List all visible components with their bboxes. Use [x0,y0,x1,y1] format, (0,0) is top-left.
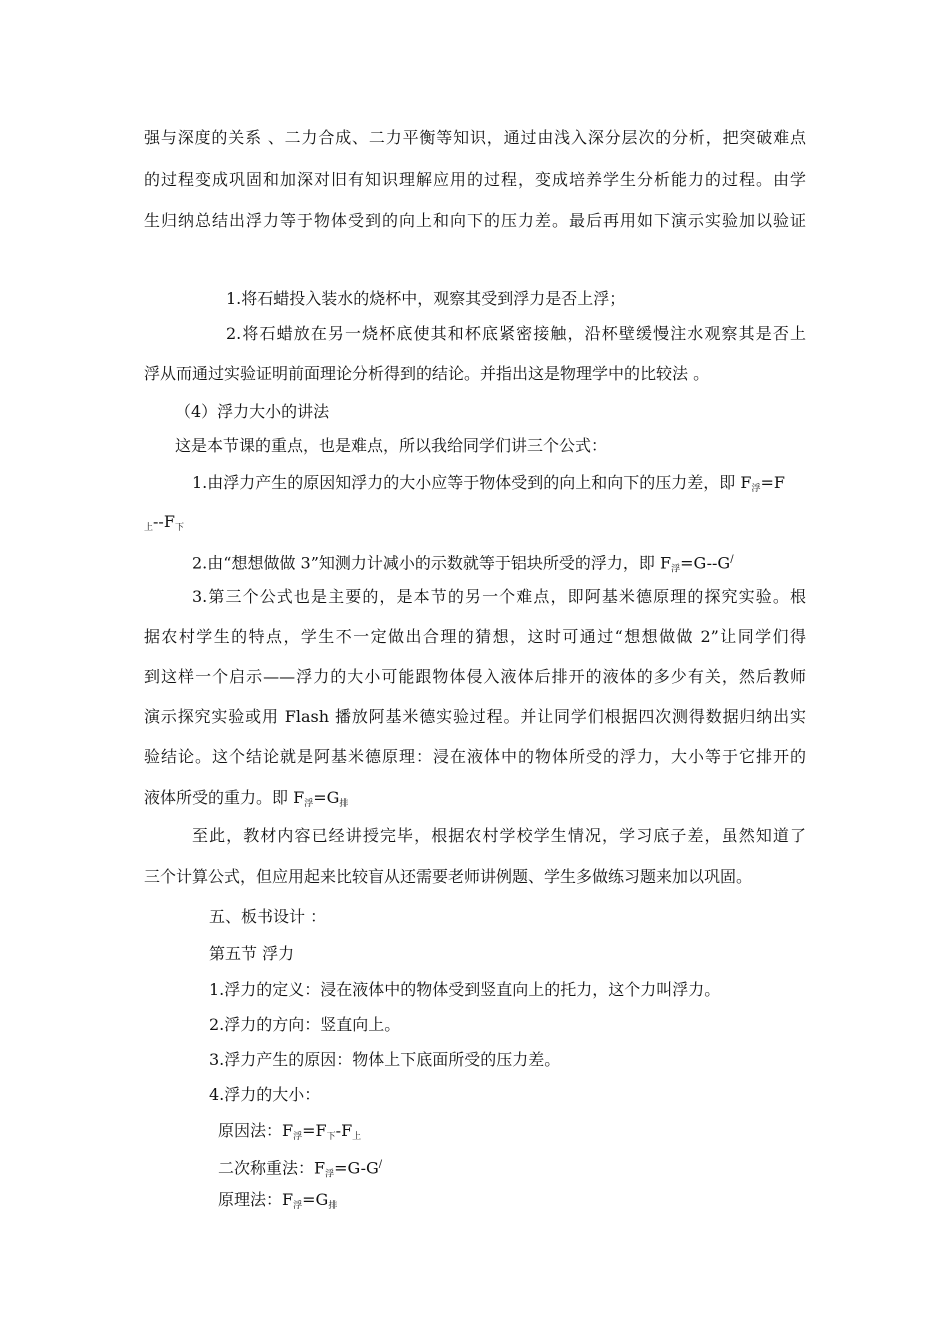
experiment-1: 1.将石蜡投入装水的烧杯中，观察其受到浮力是否上浮； [226,289,626,308]
board-heading: 五、板书设计 ： [209,907,327,926]
method-cause: 原因法：$F_浮=F_下-F_上$ [218,1121,362,1142]
experiment-2-line: 浮从而通过实验证明前面理论分析得到的结论。并指出这是物理学中的比较法 。 [144,364,710,383]
paragraph-line: 生归纳总结出浮力等于物体受到的向上和向下的压力差。最后再用如下演示实验加以验证 [144,211,806,230]
board-item: 2.浮力的方向：竖直向上。 [209,1015,401,1034]
summary-line: 三个计算公式，但应用起来比较盲从还需要老师讲例题、学生多做练习题来加以巩固。 [144,867,753,886]
method-principle: 原理法：$F_浮=G_排$ [218,1190,338,1211]
formula-3-last-line: 液体所受的重力。即 $F_浮=G_排$ [144,788,349,809]
formula-3-line: 据农村学生的特点，学生不一定做出合理的猜想，这时可通过“想想做做 2”让同学们得 [144,627,806,646]
method-weighing: 二次称重法：$F_浮=G-G^/$ [218,1158,383,1180]
board-section-title: 第五节 浮力 [209,944,295,963]
formula-3-line: 演示探究实验或用 Flash 播放阿基米德实验过程。并让同学们根据四次测得数据归纳出实 [144,707,806,726]
section-intro: 这是本节课的重点，也是难点，所以我给同学们讲三个公式： [175,436,608,455]
formula-1: 1.由浮力产生的原因知浮力的大小应等于物体受到的向上和向下的压力差，即 $F_浮=F$ [192,473,785,494]
formula-1-continued: $_上--F_下$ [144,512,184,533]
board-item: 1.浮力的定义：浸在液体中的物体受到竖直向上的托力，这个力叫浮力。 [209,980,721,999]
section-heading: （4）浮力大小的讲法 [175,402,330,421]
formula-2: 2.由“想想做做 3”知测力计减小的示数就等于铝块所受的浮力，即 $F_浮=G--G^/$ [192,553,734,575]
summary-line: 至此，教材内容已经讲授完毕，根据农村学校学生情况，学习底子差，虽然知道了 [192,826,806,845]
board-item: 3.浮力产生的原因：物体上下底面所受的压力差。 [209,1050,561,1069]
formula-3-line: 3.第三个公式也是主要的，是本节的另一个难点，即阿基米德原理的探究实验。根 [192,587,806,606]
board-item: 4.浮力的大小： [209,1085,321,1104]
formula-3-line: 到这样一个启示——浮力的大小可能跟物体侵入液体后排开的液体的多少有关，然后教师 [144,667,806,686]
paragraph-line: 的过程变成巩固和加深对旧有知识理解应用的过程，变成培养学生分析能力的过程。由学 [144,170,806,189]
experiment-2-line: 2.将石蜡放在另一烧杯底使其和杯底紧密接触，沿杯壁缓慢注水观察其是否上 [226,324,806,343]
formula-3-line: 验结论。这个结论就是阿基米德原理：浸在液体中的物体所受的浮力，大小等于它排开的 [144,747,806,766]
paragraph-line: 强与深度的关系 、二力合成、二力平衡等知识，通过由浅入深分层次的分析，把突破难点 [144,128,806,147]
